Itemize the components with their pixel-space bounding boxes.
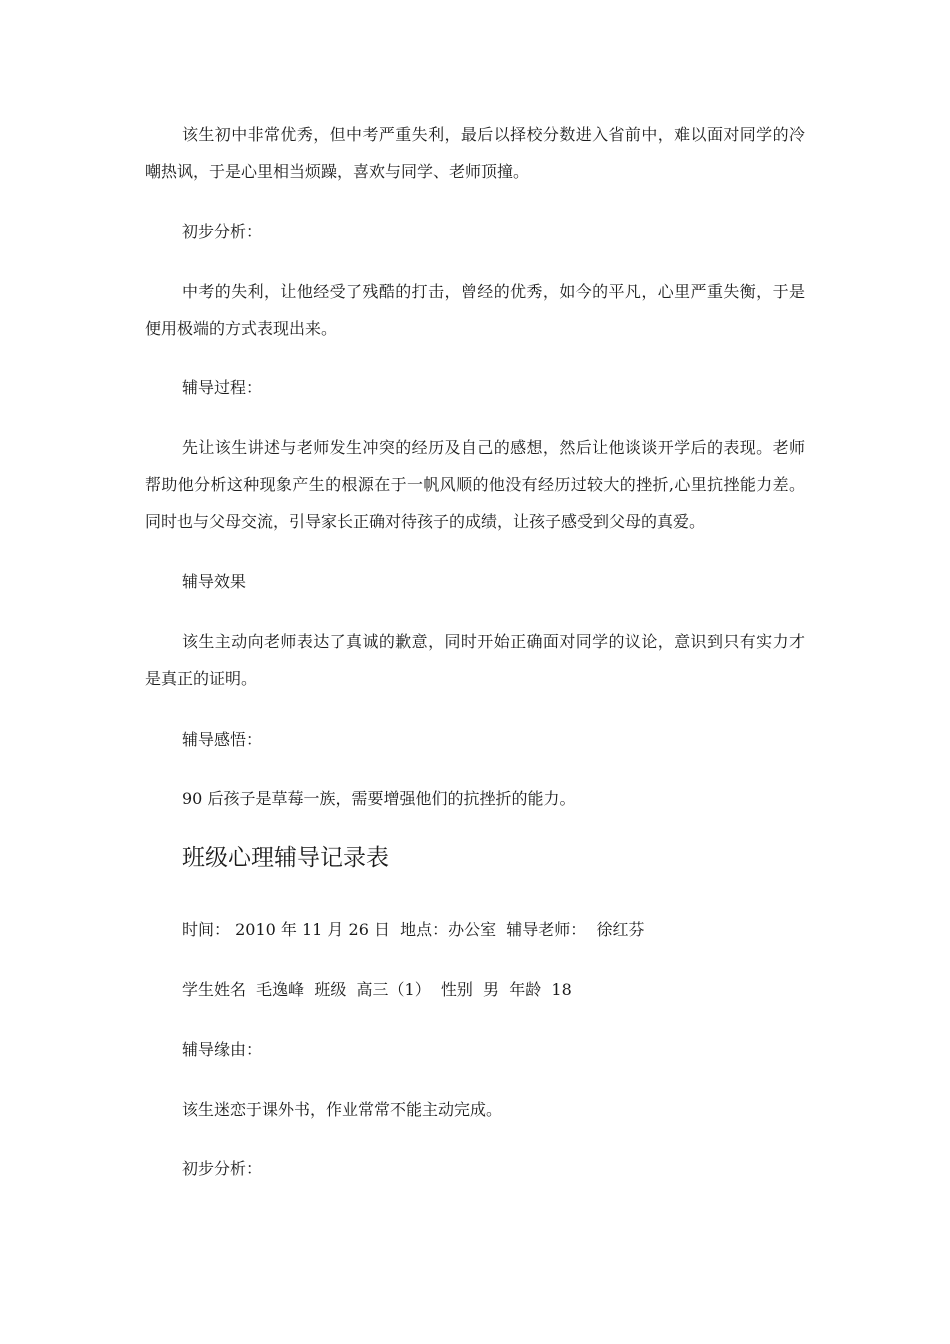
case1-reason-text: 该生初中非常优秀，但中考严重失利，最后以择校分数进入省前中，难以面对同学的冷嘲热讽，于是心里相当烦躁，喜欢与同学、老师顶撞。 (145, 125, 805, 181)
session-info-line: 时间： 2010 年 11 月 26 日 地点：办公室 辅导老师： 徐红芬 (182, 920, 645, 939)
case2-reason-text: 该生迷恋于课外书，作业常常不能主动完成。 (182, 1100, 503, 1119)
case1-effect-text: 该生主动向老师表达了真诚的歉意，同时开始正确面对同学的议论，意识到只有实力才是真正的证明。 (145, 632, 805, 688)
case1-insight-label: 辅导感悟： (182, 730, 263, 749)
case2-analysis-label: 初步分析： (182, 1159, 263, 1178)
case1-insight-text: 90 后孩子是草莓一族，需要增强他们的抗挫折的能力。 (182, 789, 576, 808)
case1-analysis-label: 初步分析： (182, 222, 263, 241)
case1-process-label: 辅导过程： (182, 378, 263, 397)
record-table-title: 班级心理辅导记录表 (182, 845, 389, 871)
case2-reason-label: 辅导缘由： (182, 1040, 263, 1059)
case1-effect-label: 辅导效果 (182, 572, 247, 591)
case1-analysis-text: 中考的失利，让他经受了残酷的打击，曾经的优秀，如今的平凡，心里严重失衡，于是便用极端的方式表现出来。 (145, 282, 805, 338)
student-info-line: 学生姓名 毛逸峰 班级 高三（1） 性别 男 年龄 18 (182, 980, 572, 999)
case1-process-text: 先让该生讲述与老师发生冲突的经历及自己的感想，然后让他谈谈开学后的表现。老师帮助他分析这种现象产生的根源在于一帆风顺的他没有经历过较大的挫折,心里抗挫能力差。同时也与父母交流，引导家长正确对待孩子的成绩，让孩子感受到父母的真爱。 (145, 438, 805, 531)
